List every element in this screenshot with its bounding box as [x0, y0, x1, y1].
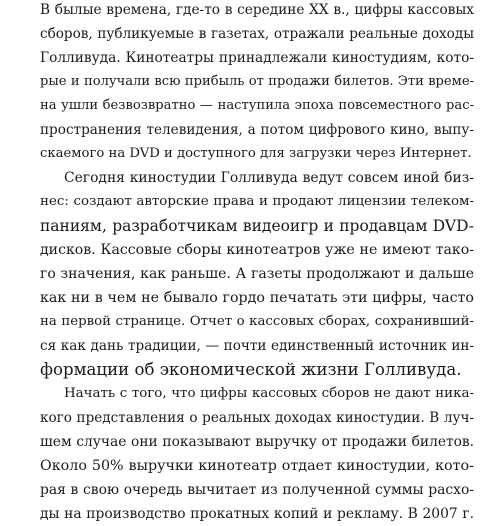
text-line: как ни в чем не бывало гордо печатать эти цифры, часто [40, 290, 474, 306]
text-line: рые и получали всю прибыль от продажи билетов. Эти време- [40, 74, 474, 89]
text-line: ся как дань традиции, — почти единственный источник ин- [40, 338, 474, 354]
text-line: рая в свою очередь вычитает из полученной суммы расхо- [40, 482, 474, 498]
text-line: ды на производство прокатных копий и рекламу. В 2007 г. [40, 506, 474, 522]
text-line: го значения, как раньше. А газеты продолжают и дальше [40, 266, 474, 282]
text-line: на ушли безвозвратно — наступила эпоха повсеместного рас- [40, 98, 474, 113]
text-line: пространения телевидения, а потом цифрового кино, выпу- [40, 122, 474, 138]
text-line: паниям, разработчикам видеоигр и продавцам DVD- [40, 217, 474, 235]
text-line: Около 50% выручки кинотеатр отдает киностудии, кото- [40, 458, 474, 474]
text-line: формации об экономической жизни Голливуда. [40, 360, 462, 379]
text-line: Начать с того, что цифры кассовых сборов не дают ника- [64, 386, 474, 401]
text-line: дисков. Кассовые сборы кинотеатров уже не имеют тако- [40, 242, 474, 258]
text-line: сборов, публикуемые в газетах, отражали реальные доходы [40, 26, 474, 42]
text-line: Сегодня киностудии Голливуда ведут совсем иной биз- [64, 170, 474, 186]
text-line: нес: создают авторские права и продают лицензии телеком- [40, 194, 474, 209]
text-line: Голливуда. Кинотеатры принадлежали киностудиям, кото- [40, 50, 474, 66]
text-line: скаемого на DVD и доступного для загрузки через Интернет. [40, 146, 472, 161]
text-line: кого представления о реальных доходах киностудии. В луч- [40, 410, 474, 426]
text-line: на первой странице. Отчет о кассовых сборах, сохранивший- [40, 314, 474, 329]
text-line: шем случае они показывают выручку от продажи билетов. [40, 434, 474, 450]
text-line: В былые времена, где-то в середине XX в., цифры кассовых [40, 2, 474, 18]
